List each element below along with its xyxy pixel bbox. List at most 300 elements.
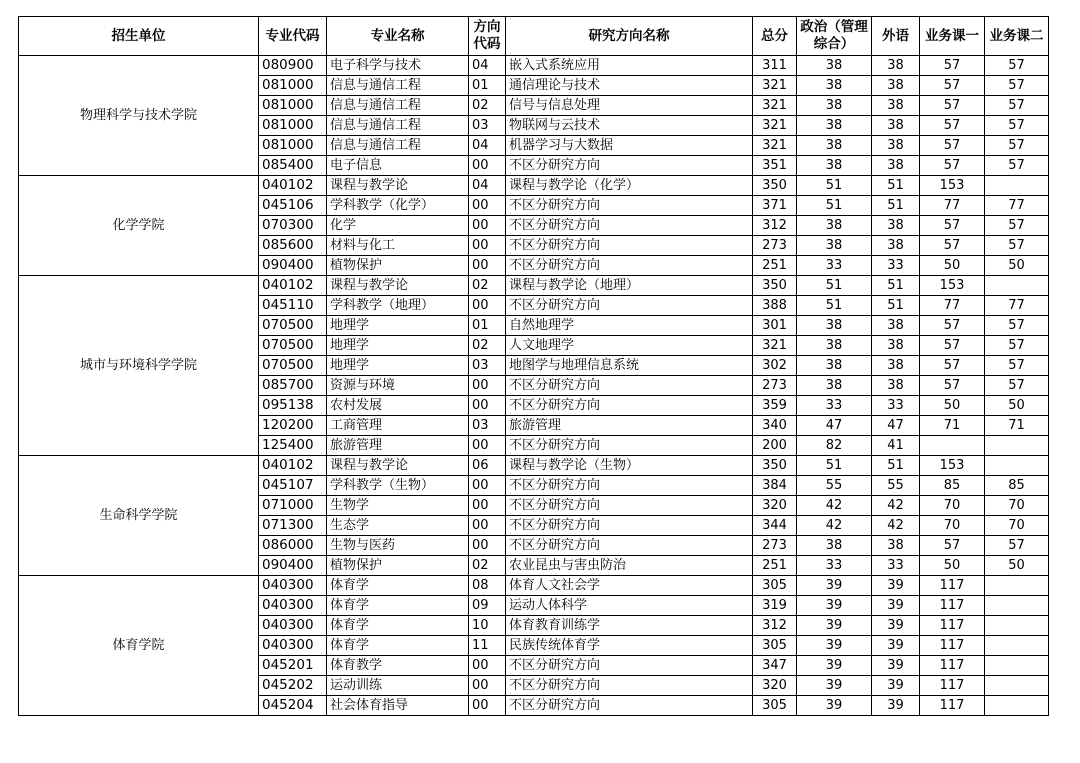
course-2-score-cell: 85	[985, 476, 1049, 496]
major-code-cell: 045106	[259, 196, 327, 216]
course-2-score-cell: 57	[985, 156, 1049, 176]
major-name-cell: 资源与环境	[327, 376, 469, 396]
direction-code-cell: 00	[469, 696, 506, 716]
course-1-score-cell: 70	[920, 516, 985, 536]
direction-name-cell: 自然地理学	[506, 316, 753, 336]
table-row	[19, 276, 1049, 296]
direction-name-cell: 不区分研究方向	[506, 656, 753, 676]
major-code-cell: 070500	[259, 336, 327, 356]
foreign-language-score-cell: 38	[872, 156, 920, 176]
total-score-cell: 200	[753, 436, 797, 456]
total-score-cell: 384	[753, 476, 797, 496]
direction-name-cell: 课程与教学论（生物）	[506, 456, 753, 476]
total-score-cell: 302	[753, 356, 797, 376]
course-1-score-cell: 57	[920, 336, 985, 356]
foreign-language-score-cell: 39	[872, 696, 920, 716]
politics-score-cell: 38	[797, 376, 872, 396]
foreign-language-score-cell: 51	[872, 296, 920, 316]
direction-name-cell: 体育人文社会学	[506, 576, 753, 596]
direction-code-cell: 00	[469, 256, 506, 276]
course-1-score-cell: 85	[920, 476, 985, 496]
direction-code-cell: 01	[469, 76, 506, 96]
major-code-cell: 040102	[259, 456, 327, 476]
course-1-score-cell: 57	[920, 536, 985, 556]
politics-score-cell: 38	[797, 356, 872, 376]
major-name-cell: 体育教学	[327, 656, 469, 676]
foreign-language-score-cell: 47	[872, 416, 920, 436]
foreign-language-score-cell: 38	[872, 356, 920, 376]
foreign-language-score-cell: 38	[872, 136, 920, 156]
politics-score-cell: 38	[797, 336, 872, 356]
politics-score-cell: 33	[797, 256, 872, 276]
major-code-cell: 040300	[259, 596, 327, 616]
major-name-cell: 信息与通信工程	[327, 116, 469, 136]
major-name-cell: 体育学	[327, 616, 469, 636]
politics-score-cell: 51	[797, 296, 872, 316]
course-1-score-cell: 117	[920, 636, 985, 656]
header-major-code: 专业代码	[259, 17, 327, 56]
direction-name-cell: 通信理论与技术	[506, 76, 753, 96]
foreign-language-score-cell: 33	[872, 256, 920, 276]
table-row	[19, 56, 1049, 76]
direction-code-cell: 00	[469, 676, 506, 696]
major-name-cell: 地理学	[327, 356, 469, 376]
total-score-cell: 320	[753, 496, 797, 516]
course-1-score-cell: 117	[920, 676, 985, 696]
major-name-cell: 电子信息	[327, 156, 469, 176]
politics-score-cell: 51	[797, 176, 872, 196]
politics-score-cell: 82	[797, 436, 872, 456]
score-table	[18, 16, 1049, 716]
direction-code-cell: 03	[469, 356, 506, 376]
course-2-score-cell: 50	[985, 556, 1049, 576]
foreign-language-score-cell: 33	[872, 556, 920, 576]
total-score-cell: 305	[753, 696, 797, 716]
direction-name-cell: 机器学习与大数据	[506, 136, 753, 156]
direction-name-cell: 不区分研究方向	[506, 516, 753, 536]
course-1-score-cell: 117	[920, 616, 985, 636]
direction-name-cell: 不区分研究方向	[506, 156, 753, 176]
foreign-language-score-cell: 38	[872, 236, 920, 256]
course-2-score-cell	[985, 276, 1049, 296]
major-code-cell: 040300	[259, 616, 327, 636]
politics-score-cell: 39	[797, 656, 872, 676]
direction-name-cell: 不区分研究方向	[506, 396, 753, 416]
course-1-score-cell: 57	[920, 316, 985, 336]
table-body	[19, 56, 1049, 716]
course-2-score-cell: 77	[985, 296, 1049, 316]
politics-score-cell: 47	[797, 416, 872, 436]
major-name-cell: 化学	[327, 216, 469, 236]
direction-code-cell: 00	[469, 196, 506, 216]
major-code-cell: 125400	[259, 436, 327, 456]
course-1-score-cell: 57	[920, 96, 985, 116]
course-2-score-cell	[985, 636, 1049, 656]
total-score-cell: 388	[753, 296, 797, 316]
direction-code-cell: 00	[469, 396, 506, 416]
major-code-cell: 040102	[259, 276, 327, 296]
major-code-cell: 070300	[259, 216, 327, 236]
major-code-cell: 070500	[259, 316, 327, 336]
total-score-cell: 321	[753, 136, 797, 156]
total-score-cell: 312	[753, 616, 797, 636]
course-2-score-cell: 50	[985, 396, 1049, 416]
total-score-cell: 320	[753, 676, 797, 696]
foreign-language-score-cell: 42	[872, 496, 920, 516]
direction-code-cell: 03	[469, 416, 506, 436]
major-name-cell: 信息与通信工程	[327, 96, 469, 116]
total-score-cell: 273	[753, 536, 797, 556]
major-code-cell: 040102	[259, 176, 327, 196]
total-score-cell: 305	[753, 576, 797, 596]
direction-code-cell: 00	[469, 476, 506, 496]
direction-code-cell: 00	[469, 156, 506, 176]
politics-score-cell: 51	[797, 456, 872, 476]
course-1-score-cell: 153	[920, 456, 985, 476]
direction-code-cell: 02	[469, 336, 506, 356]
course-1-score-cell: 57	[920, 116, 985, 136]
total-score-cell: 371	[753, 196, 797, 216]
course-2-score-cell: 57	[985, 96, 1049, 116]
politics-score-cell: 38	[797, 76, 872, 96]
header-politics: 政治（管理综合）	[797, 17, 872, 56]
course-2-score-cell: 77	[985, 196, 1049, 216]
course-1-score-cell: 153	[920, 276, 985, 296]
total-score-cell: 359	[753, 396, 797, 416]
total-score-cell: 350	[753, 276, 797, 296]
course-2-score-cell: 57	[985, 116, 1049, 136]
direction-name-cell: 不区分研究方向	[506, 536, 753, 556]
course-2-score-cell: 57	[985, 356, 1049, 376]
total-score-cell: 350	[753, 456, 797, 476]
foreign-language-score-cell: 39	[872, 576, 920, 596]
total-score-cell: 321	[753, 336, 797, 356]
direction-name-cell: 课程与教学论（地理）	[506, 276, 753, 296]
direction-name-cell: 旅游管理	[506, 416, 753, 436]
course-1-score-cell: 117	[920, 596, 985, 616]
major-name-cell: 植物保护	[327, 556, 469, 576]
major-name-cell: 生物与医药	[327, 536, 469, 556]
major-name-cell: 生态学	[327, 516, 469, 536]
direction-code-cell: 02	[469, 276, 506, 296]
foreign-language-score-cell: 38	[872, 76, 920, 96]
major-code-cell: 045204	[259, 696, 327, 716]
course-1-score-cell: 57	[920, 356, 985, 376]
course-1-score-cell: 57	[920, 216, 985, 236]
major-code-cell: 045110	[259, 296, 327, 316]
total-score-cell: 321	[753, 76, 797, 96]
direction-code-cell: 04	[469, 56, 506, 76]
course-1-score-cell: 117	[920, 656, 985, 676]
direction-code-cell: 00	[469, 236, 506, 256]
politics-score-cell: 38	[797, 136, 872, 156]
total-score-cell: 311	[753, 56, 797, 76]
course-1-score-cell: 70	[920, 496, 985, 516]
major-code-cell: 081000	[259, 116, 327, 136]
major-name-cell: 电子科学与技术	[327, 56, 469, 76]
course-1-score-cell: 50	[920, 256, 985, 276]
major-name-cell: 社会体育指导	[327, 696, 469, 716]
unit-cell: 体育学院	[19, 576, 259, 716]
header-total: 总分	[753, 17, 797, 56]
direction-code-cell: 06	[469, 456, 506, 476]
direction-code-cell: 02	[469, 96, 506, 116]
major-code-cell: 071000	[259, 496, 327, 516]
unit-cell: 物理科学与技术学院	[19, 56, 259, 176]
total-score-cell: 273	[753, 376, 797, 396]
course-2-score-cell: 57	[985, 136, 1049, 156]
direction-name-cell: 人文地理学	[506, 336, 753, 356]
foreign-language-score-cell: 41	[872, 436, 920, 456]
course-2-score-cell: 57	[985, 336, 1049, 356]
direction-code-cell: 00	[469, 216, 506, 236]
direction-name-cell: 不区分研究方向	[506, 256, 753, 276]
major-name-cell: 旅游管理	[327, 436, 469, 456]
major-code-cell: 080900	[259, 56, 327, 76]
major-code-cell: 045107	[259, 476, 327, 496]
politics-score-cell: 42	[797, 496, 872, 516]
total-score-cell: 319	[753, 596, 797, 616]
direction-name-cell: 不区分研究方向	[506, 376, 753, 396]
course-2-score-cell	[985, 616, 1049, 636]
politics-score-cell: 39	[797, 696, 872, 716]
direction-code-cell: 09	[469, 596, 506, 616]
total-score-cell: 251	[753, 256, 797, 276]
direction-name-cell: 运动人体科学	[506, 596, 753, 616]
header-course-2: 业务课二	[985, 17, 1049, 56]
politics-score-cell: 38	[797, 56, 872, 76]
course-2-score-cell	[985, 696, 1049, 716]
major-name-cell: 学科教学（生物）	[327, 476, 469, 496]
politics-score-cell: 38	[797, 116, 872, 136]
direction-code-cell: 02	[469, 556, 506, 576]
major-code-cell: 040300	[259, 576, 327, 596]
direction-name-cell: 民族传统体育学	[506, 636, 753, 656]
course-1-score-cell: 77	[920, 296, 985, 316]
table-row	[19, 456, 1049, 476]
foreign-language-score-cell: 51	[872, 276, 920, 296]
header-foreign-language: 外语	[872, 17, 920, 56]
course-2-score-cell: 50	[985, 256, 1049, 276]
direction-name-cell: 不区分研究方向	[506, 296, 753, 316]
major-name-cell: 体育学	[327, 636, 469, 656]
foreign-language-score-cell: 39	[872, 596, 920, 616]
course-2-score-cell	[985, 436, 1049, 456]
direction-name-cell: 课程与教学论（化学）	[506, 176, 753, 196]
course-2-score-cell: 70	[985, 496, 1049, 516]
foreign-language-score-cell: 38	[872, 96, 920, 116]
header-direction-code: 方向代码	[469, 17, 506, 56]
course-1-score-cell	[920, 436, 985, 456]
direction-code-cell: 00	[469, 516, 506, 536]
major-code-cell: 085400	[259, 156, 327, 176]
total-score-cell: 344	[753, 516, 797, 536]
direction-name-cell: 不区分研究方向	[506, 196, 753, 216]
total-score-cell: 301	[753, 316, 797, 336]
foreign-language-score-cell: 55	[872, 476, 920, 496]
course-2-score-cell: 57	[985, 316, 1049, 336]
course-2-score-cell: 57	[985, 236, 1049, 256]
header-row	[19, 17, 1049, 56]
course-1-score-cell: 57	[920, 136, 985, 156]
course-1-score-cell: 77	[920, 196, 985, 216]
major-name-cell: 材料与化工	[327, 236, 469, 256]
major-name-cell: 生物学	[327, 496, 469, 516]
direction-code-cell: 00	[469, 436, 506, 456]
course-1-score-cell: 57	[920, 156, 985, 176]
major-code-cell: 071300	[259, 516, 327, 536]
total-score-cell: 305	[753, 636, 797, 656]
course-1-score-cell: 57	[920, 56, 985, 76]
major-name-cell: 体育学	[327, 576, 469, 596]
course-2-score-cell: 57	[985, 536, 1049, 556]
unit-cell: 化学学院	[19, 176, 259, 276]
politics-score-cell: 39	[797, 616, 872, 636]
foreign-language-score-cell: 51	[872, 196, 920, 216]
major-name-cell: 信息与通信工程	[327, 136, 469, 156]
course-1-score-cell: 117	[920, 696, 985, 716]
major-code-cell: 081000	[259, 96, 327, 116]
direction-name-cell: 不区分研究方向	[506, 676, 753, 696]
direction-name-cell: 不区分研究方向	[506, 496, 753, 516]
total-score-cell: 350	[753, 176, 797, 196]
course-2-score-cell	[985, 176, 1049, 196]
header-unit: 招生单位	[19, 17, 259, 56]
major-code-cell: 085700	[259, 376, 327, 396]
course-1-score-cell: 50	[920, 556, 985, 576]
politics-score-cell: 42	[797, 516, 872, 536]
major-name-cell: 工商管理	[327, 416, 469, 436]
foreign-language-score-cell: 33	[872, 396, 920, 416]
politics-score-cell: 33	[797, 396, 872, 416]
major-name-cell: 课程与教学论	[327, 276, 469, 296]
header-major-name: 专业名称	[327, 17, 469, 56]
major-code-cell: 040300	[259, 636, 327, 656]
course-1-score-cell: 50	[920, 396, 985, 416]
course-2-score-cell: 70	[985, 516, 1049, 536]
course-2-score-cell: 57	[985, 216, 1049, 236]
course-2-score-cell	[985, 676, 1049, 696]
major-name-cell: 课程与教学论	[327, 456, 469, 476]
foreign-language-score-cell: 38	[872, 536, 920, 556]
major-name-cell: 农村发展	[327, 396, 469, 416]
major-name-cell: 学科教学（地理）	[327, 296, 469, 316]
foreign-language-score-cell: 38	[872, 116, 920, 136]
course-1-score-cell: 57	[920, 76, 985, 96]
course-1-score-cell: 153	[920, 176, 985, 196]
major-code-cell: 095138	[259, 396, 327, 416]
course-2-score-cell	[985, 456, 1049, 476]
direction-code-cell: 01	[469, 316, 506, 336]
direction-code-cell: 00	[469, 536, 506, 556]
politics-score-cell: 55	[797, 476, 872, 496]
direction-name-cell: 物联网与云技术	[506, 116, 753, 136]
direction-code-cell: 04	[469, 176, 506, 196]
politics-score-cell: 38	[797, 216, 872, 236]
direction-code-cell: 08	[469, 576, 506, 596]
foreign-language-score-cell: 42	[872, 516, 920, 536]
direction-name-cell: 嵌入式系统应用	[506, 56, 753, 76]
course-1-score-cell: 57	[920, 236, 985, 256]
table-row	[19, 176, 1049, 196]
direction-name-cell: 地图学与地理信息系统	[506, 356, 753, 376]
direction-name-cell: 农业昆虫与害虫防治	[506, 556, 753, 576]
course-2-score-cell: 57	[985, 76, 1049, 96]
major-name-cell: 体育学	[327, 596, 469, 616]
course-2-score-cell	[985, 596, 1049, 616]
major-code-cell: 045201	[259, 656, 327, 676]
header-direction-name: 研究方向名称	[506, 17, 753, 56]
course-2-score-cell	[985, 576, 1049, 596]
direction-name-cell: 不区分研究方向	[506, 476, 753, 496]
politics-score-cell: 38	[797, 236, 872, 256]
major-code-cell: 090400	[259, 556, 327, 576]
direction-name-cell: 不区分研究方向	[506, 696, 753, 716]
total-score-cell: 312	[753, 216, 797, 236]
course-1-score-cell: 57	[920, 376, 985, 396]
direction-code-cell: 00	[469, 376, 506, 396]
direction-code-cell: 04	[469, 136, 506, 156]
direction-name-cell: 信号与信息处理	[506, 96, 753, 116]
direction-name-cell: 不区分研究方向	[506, 236, 753, 256]
direction-code-cell: 00	[469, 656, 506, 676]
major-name-cell: 运动训练	[327, 676, 469, 696]
politics-score-cell: 39	[797, 576, 872, 596]
direction-code-cell: 11	[469, 636, 506, 656]
direction-code-cell: 03	[469, 116, 506, 136]
direction-code-cell: 00	[469, 296, 506, 316]
direction-code-cell: 10	[469, 616, 506, 636]
foreign-language-score-cell: 38	[872, 56, 920, 76]
foreign-language-score-cell: 38	[872, 216, 920, 236]
foreign-language-score-cell: 39	[872, 676, 920, 696]
foreign-language-score-cell: 38	[872, 376, 920, 396]
foreign-language-score-cell: 51	[872, 176, 920, 196]
total-score-cell: 321	[753, 116, 797, 136]
politics-score-cell: 38	[797, 156, 872, 176]
direction-name-cell: 不区分研究方向	[506, 436, 753, 456]
table-row	[19, 576, 1049, 596]
total-score-cell: 321	[753, 96, 797, 116]
course-1-score-cell: 71	[920, 416, 985, 436]
foreign-language-score-cell: 51	[872, 456, 920, 476]
course-2-score-cell: 57	[985, 56, 1049, 76]
major-name-cell: 地理学	[327, 316, 469, 336]
direction-name-cell: 不区分研究方向	[506, 216, 753, 236]
unit-cell: 生命科学学院	[19, 456, 259, 576]
course-2-score-cell: 71	[985, 416, 1049, 436]
major-name-cell: 植物保护	[327, 256, 469, 276]
politics-score-cell: 51	[797, 196, 872, 216]
major-name-cell: 地理学	[327, 336, 469, 356]
major-code-cell: 090400	[259, 256, 327, 276]
total-score-cell: 351	[753, 156, 797, 176]
major-name-cell: 信息与通信工程	[327, 76, 469, 96]
course-2-score-cell	[985, 656, 1049, 676]
major-code-cell: 045202	[259, 676, 327, 696]
major-name-cell: 课程与教学论	[327, 176, 469, 196]
politics-score-cell: 39	[797, 596, 872, 616]
total-score-cell: 251	[753, 556, 797, 576]
total-score-cell: 340	[753, 416, 797, 436]
politics-score-cell: 39	[797, 676, 872, 696]
politics-score-cell: 38	[797, 96, 872, 116]
politics-score-cell: 39	[797, 636, 872, 656]
total-score-cell: 273	[753, 236, 797, 256]
major-name-cell: 学科教学（化学）	[327, 196, 469, 216]
header-course-1: 业务课一	[920, 17, 985, 56]
politics-score-cell: 33	[797, 556, 872, 576]
